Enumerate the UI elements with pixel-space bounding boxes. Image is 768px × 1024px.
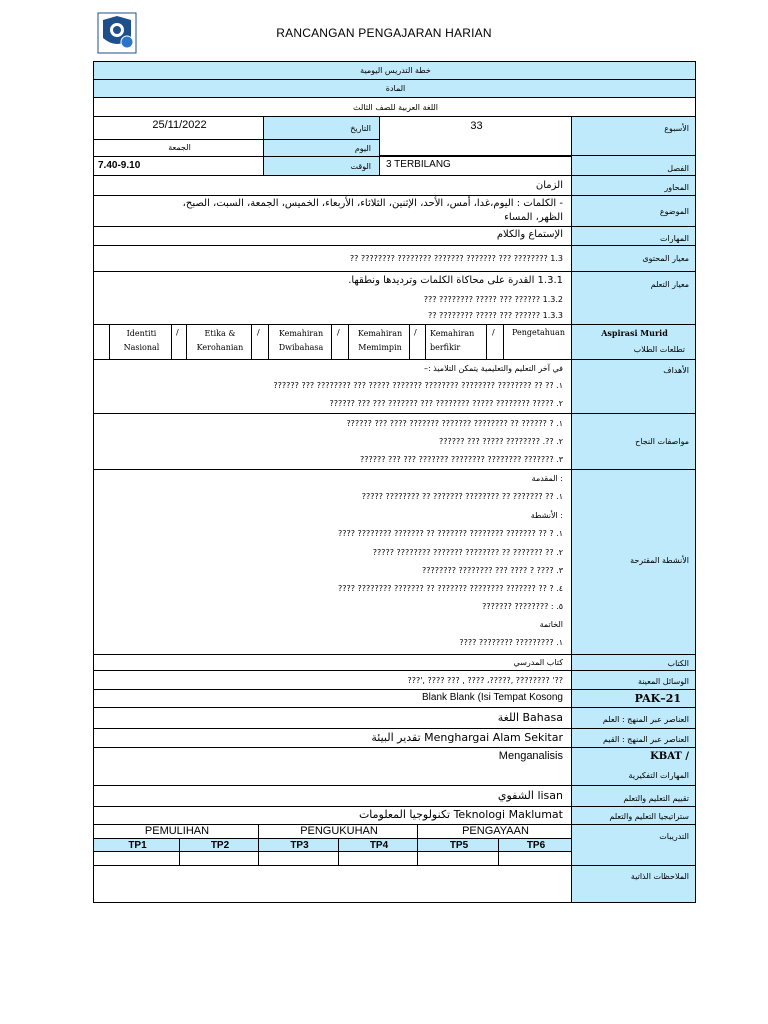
topic-label-cell [571, 195, 696, 227]
book-label-cell [571, 654, 696, 671]
theme-value: الزمان [535, 180, 563, 191]
learning-standard-3: 1.3.3 ?????? ??? ????? ???????? ?? [428, 311, 563, 320]
skills-value-cell [93, 226, 572, 246]
tp3-cell[interactable] [258, 851, 339, 866]
tp1-header: TP1 [93, 838, 180, 852]
reflection-value-cell[interactable] [93, 865, 572, 903]
class-label: الفصل [667, 164, 689, 173]
criteria-1: ١. ? ?????? ?? ???????? ??????? ??????? ???? ??? ?????? [346, 419, 563, 428]
aspirasi-berfikir: Kemahiran berfikir [425, 324, 487, 360]
activity-5: ٥. : ???????? ??????? [482, 602, 563, 611]
reflection-label-cell [571, 865, 696, 903]
tp6-header: TP6 [498, 838, 572, 852]
aids-label-cell [571, 670, 696, 690]
slash-divider: / [257, 328, 260, 337]
learning-standard-label: معيار التعلم [650, 280, 689, 289]
page-title: RANCANGAN PENGAJARAN HARIAN [276, 26, 492, 40]
slash-divider: / [176, 328, 179, 337]
activities-value-cell [93, 469, 572, 655]
aspirasi-label-ar: تطلعات الطلاب [633, 345, 685, 354]
assessment-label: تقييم التعليم والتعلم [623, 794, 689, 803]
cce-knowledge-value-cell [93, 707, 572, 729]
criteria-label-cell [571, 413, 696, 470]
objective-1: ١. ?? ?? ???????? ???????? ???????? ??????? ????? ??? ???????? ??? ?????? [273, 381, 563, 390]
aspirasi-identiti: Identiti Nasional [109, 324, 172, 360]
tp4-cell[interactable] [338, 851, 418, 866]
differentiation-label-cell [571, 824, 696, 866]
objectives-value-cell [93, 359, 572, 414]
topic-line-1: - الكلمات : اليوم،غدا، أمس، الأحد، الإثنين، الثلاثاء، الأربعاء، الخميس، الجمعة، السبت، الصبح، [182, 198, 563, 209]
assessment-value: lisan الشفوي [497, 789, 563, 802]
learning-standard-value-cell [93, 271, 572, 325]
week-label-cell [571, 116, 696, 156]
week-value-cell [379, 116, 572, 156]
aids-value-cell [93, 670, 572, 690]
day-value-cell [93, 139, 264, 157]
topic-line-2: الظهر، المساء [504, 212, 563, 223]
pak-label-cell [571, 689, 696, 708]
pak-label: PAK–21 [634, 692, 681, 705]
assessment-value-cell [93, 785, 572, 807]
learning-standard-2: 1.3.2 ?????? ??? ????? ???????? ??? [423, 295, 563, 304]
book-value: كتاب المدرسي [513, 658, 563, 667]
tp4-header: TP4 [338, 838, 418, 852]
class-value: 3 TERBILANG [386, 159, 451, 170]
day-label-cell [263, 139, 380, 157]
day-value: الجمعة [168, 143, 191, 152]
topic-label: الموضوع [659, 207, 689, 216]
aspirasi-label-cell [571, 324, 696, 360]
book-label: الكتاب [667, 659, 689, 668]
content-standard-label-cell [571, 245, 696, 272]
content-standard-value-cell [93, 245, 572, 272]
cce-value-label: العناصر عبر المنهج : القيم [602, 735, 689, 744]
book-value-cell [93, 654, 572, 671]
cce-knowledge-label: العناصر عبر المنهج : العلم [602, 715, 689, 724]
week-label: الأسبوع [664, 124, 689, 133]
theme-value-cell [93, 175, 572, 196]
aspirasi-pengetahuan: Pengetahuan [503, 324, 572, 360]
group-pengukuhan: PENGUKUHAN [258, 824, 418, 839]
theme-label-cell [571, 175, 696, 196]
objectives-label-cell [571, 359, 696, 414]
slash-divider: / [414, 328, 417, 337]
kbat-label: KBAT / [650, 751, 689, 762]
subject-row [93, 97, 696, 117]
strategy-label: ستراتيجيا التعليم والتعلم [609, 812, 689, 821]
strategy-value: Teknologi Maklumat تكنولوجيا المعلومات [358, 808, 563, 821]
learning-standard-label-cell [571, 271, 696, 325]
aspirasi-label: Aspirasi Murid [601, 328, 668, 338]
tp5-cell[interactable] [417, 851, 499, 866]
subject-label: المادة [385, 84, 406, 93]
strategy-value-cell [93, 806, 572, 825]
subject-value: اللغة العربية للصف الثالث [352, 103, 439, 112]
cce-knowledge-label-cell [571, 707, 696, 729]
group-pemulihan: PEMULIHAN [93, 824, 259, 839]
activities-label: الأنشطة المقترحة [630, 556, 689, 565]
date-label-cell [263, 116, 380, 140]
slash-divider: / [492, 328, 495, 337]
tp1-cell[interactable] [93, 851, 180, 866]
intro-item: ١. ?? ??????? ?? ???????? ??????? ?? ???????? ????? [361, 492, 563, 501]
pak-value-cell [93, 689, 572, 708]
time-label: الوقت [350, 162, 371, 171]
closing-item: ١. ????????? ???????? ???? [459, 638, 563, 647]
time-value: 7.40-9.10 [98, 160, 141, 171]
objective-2: ٢. ????? ???????? ????? ???????? ??? ??????? ??? ??? ?????? [329, 399, 563, 408]
topic-value-cell [93, 195, 572, 227]
criteria-2: ٢. ??. ???????? ????? ??? ?????? [438, 437, 563, 446]
cce-value-label-cell [571, 728, 696, 748]
class-value-cell [379, 156, 572, 176]
objectives-label: الأهداف [663, 366, 689, 375]
activity-2: ٢. ?? ??????? ?? ???????? ??????? ???????? ????? [372, 548, 563, 557]
activity-4: ٤. ? ?? ??????? ???????? ??????? ?? ??????? ???????? ???? [337, 584, 563, 593]
date-label: التاريخ [350, 124, 371, 133]
tp3-header: TP3 [258, 838, 339, 852]
skills-label-cell [571, 226, 696, 246]
date-value-cell [93, 116, 264, 140]
assessment-label-cell [571, 785, 696, 807]
time-label-cell [263, 156, 380, 176]
objectives-intro: في آخر التعليم والتعليمية يتمكن التلاميذ :– [423, 364, 563, 373]
aids-value: ??' ???????? ,?????، ???? , ??? ???? ,'??? [407, 676, 563, 685]
strategy-label-cell [571, 806, 696, 825]
theme-label: المحاور [664, 183, 689, 192]
learning-standard-1: 1.3.1 القدرة على محاكاة الكلمات وترديدها ونطقها. [348, 275, 563, 286]
kbat-label-cell [571, 747, 696, 786]
cce-knowledge-value: Bahasa اللغة [497, 711, 563, 724]
aids-label: الوسائل المعينة [637, 677, 689, 686]
aspirasi-dwibahasa: Kemahiran Dwibahasa [268, 324, 332, 360]
intro-label: : المقدمة [531, 474, 563, 483]
group-pengayaan: PENGAYAAN [417, 824, 572, 839]
differentiation-label: التدريبات [659, 832, 689, 841]
slash-divider: / [337, 328, 340, 337]
day-label: اليوم [354, 144, 371, 153]
activity-3: ٣. ???? ? ???? ??? ???????? ???????? [422, 566, 563, 575]
kbat-value: Menganalisis [498, 750, 563, 762]
pak-value: Blank Blank (Isi Tempat Kosong [421, 692, 563, 703]
plan-title-row [93, 61, 696, 80]
aspirasi-memimpin: Kemahiran Memimpin [348, 324, 410, 360]
activities-label-cell [571, 469, 696, 655]
content-standard-value: 1.3 ???????? ??? ??????? ??????? ???????? ???????? ?? [349, 254, 563, 263]
content-standard-label: معيار المحتوى [642, 254, 689, 263]
week-value: 33 [470, 120, 483, 132]
subject-label-row [93, 79, 696, 98]
time-value-cell [93, 156, 264, 176]
activity-1: ١. ? ?? ??????? ???????? ??????? ?? ??????? ???????? ???? [337, 529, 563, 538]
date-value: 25/11/2022 [152, 119, 207, 131]
skills-label: المهارات [659, 234, 689, 243]
closing-label: الخاتمة [539, 620, 563, 629]
cce-value-value: Menghargai Alam Sekitar تقدير البيئة [371, 731, 563, 744]
tp6-cell[interactable] [498, 851, 572, 866]
reflection-label: الملاحظات الذاتية [630, 872, 689, 881]
criteria-value-cell [93, 413, 572, 470]
class-label-cell [571, 155, 696, 176]
criteria-3: ٣. ??????? ???????? ???????? ??????? ??? ??? ?????? [360, 455, 563, 464]
kbat-value-cell [93, 747, 572, 786]
skills-value: الإستماع والكلام [496, 229, 563, 240]
plan-title: خطة التدريس اليومية [360, 66, 431, 75]
criteria-label: مواصفات النجاح [635, 437, 689, 446]
tp5-header: TP5 [417, 838, 499, 852]
aspirasi-etika: Etika & Kerohanian [186, 324, 252, 360]
tp2-cell[interactable] [179, 851, 259, 866]
kbat-label-ar: المهارات التفكيرية [628, 771, 689, 780]
activities-sublabel: : الأنشطة [530, 511, 563, 520]
cce-value-value-cell [93, 728, 572, 748]
tp2-header: TP2 [179, 838, 259, 852]
